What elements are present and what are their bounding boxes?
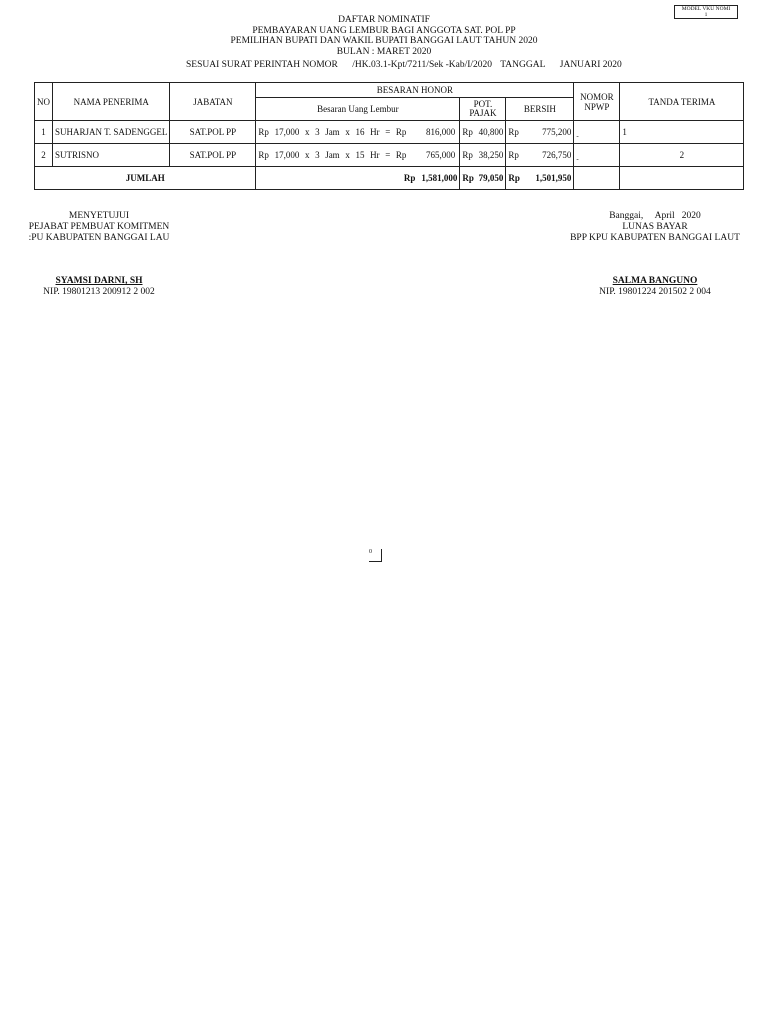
header-line-5-a: SESUAI SURAT PERINTAH NOMOR (186, 60, 338, 70)
pajak-rp: Rp (462, 150, 473, 160)
sig-right-line2: LUNAS BAYAR (622, 222, 688, 232)
calc-day-unit: Hr (370, 127, 380, 137)
calc-unit: Jam (325, 150, 340, 160)
sig-left-name: SYAMSI DARNI, SH (55, 276, 143, 286)
calc-eq: = (385, 150, 391, 160)
row-nama: SUHARJAN T. SADENGGEL (53, 121, 170, 144)
bersih-value: 726,750 (542, 150, 572, 160)
col-besaran-uang-lembur: Besaran Uang Lembur (256, 98, 460, 121)
col-nama-penerima: NAMA PENERIMA (53, 83, 170, 121)
row-no: 1 (35, 121, 53, 144)
total-bersih-value: 1,501,950 (535, 173, 572, 183)
sig-left-nip: NIP. 19801213 200912 2 002 (43, 287, 155, 297)
header-line-5-b: /HK.03.1-Kpt/7211/Sek -Kab/I/2020 (352, 60, 493, 70)
pajak-value: 40,800 (478, 127, 504, 137)
model-box-line2: 1 (704, 12, 708, 18)
total-bersih-rp: Rp (508, 173, 520, 183)
pajak-rp: Rp (462, 127, 473, 137)
page-marker: 0 (369, 549, 382, 562)
row-no: 2 (35, 144, 53, 167)
header-line-3: PEMILIHAN BUPATI DAN WAKIL BUPATI BANGGAI LAUT TAHUN 2020 (230, 36, 538, 46)
col-npwp-line1: NOMOR (580, 91, 614, 102)
row-calc (256, 144, 460, 167)
sig-left-line3: :PU KABUPATEN BANGGAI LAU (28, 233, 170, 243)
document-header (0, 15, 768, 57)
total-pajak (460, 167, 506, 190)
calc-amount: 765,000 (426, 150, 456, 160)
total-pajak-value: 79,050 (478, 173, 504, 183)
sig-left-line2: PEJABAT PEMBUAT KOMITMEN (28, 222, 170, 232)
sig-left-line1: MENYETUJUI (68, 211, 130, 221)
calc-rp: Rp (258, 127, 269, 137)
calc-rate: 17,000 (274, 150, 300, 160)
header-line-2: PEMBAYARAN UANG LEMBUR BAGI ANGGOTA SAT. POL PP (252, 25, 516, 36)
row-calc (256, 121, 460, 144)
calc-qty: 3 (315, 150, 320, 160)
calc-eq: = (385, 127, 391, 137)
calc-x2: x (345, 150, 350, 160)
total-amount-value: 1,581,000 (421, 173, 458, 183)
table-row (35, 121, 744, 144)
sig-right-line1: Banggai, April 2020 (609, 211, 701, 221)
row-nama: SUTRISNO (53, 144, 170, 167)
calc-rp2: Rp (395, 127, 407, 137)
row-bersih (506, 144, 574, 167)
col-jabatan: JABATAN (170, 83, 256, 121)
nominative-table (34, 82, 744, 190)
model-box-line1: MODEL VKU NOMI (681, 6, 731, 12)
calc-rp: Rp (258, 150, 269, 160)
sig-right-line3: BPP KPU KABUPATEN BANGGAI LAUT (570, 233, 740, 243)
npwp-value: - (576, 155, 579, 163)
calc-x1: x (304, 150, 310, 160)
calc-rp2: Rp (395, 150, 407, 160)
header-line-5-c: TANGGAL (500, 60, 546, 70)
col-tanda-terima: TANDA TERIMA (620, 83, 744, 121)
bersih-rp: Rp (508, 127, 519, 137)
col-no: NO (35, 83, 53, 121)
col-pot-pajak-line2: PAJAK (469, 108, 497, 118)
signature-right (560, 211, 750, 298)
header-line-4: BULAN : MARET 2020 (336, 46, 432, 57)
calc-amount: 816,000 (426, 127, 456, 137)
col-besaran-honor: BESARAN HONOR (256, 83, 574, 98)
total-npwp (574, 167, 620, 190)
row-tanda-terima: 1 (620, 121, 744, 144)
header-line-5-d: JANUARI 2020 (559, 60, 622, 70)
row-pajak (460, 121, 506, 144)
bersih-value: 775,200 (542, 127, 572, 137)
total-amount (256, 167, 460, 190)
col-pot-pajak (460, 98, 506, 121)
total-pajak-rp: Rp (462, 173, 474, 183)
total-row (35, 167, 744, 190)
row-bersih (506, 121, 574, 144)
sig-right-name: SALMA BANGUNO (612, 276, 698, 286)
row-jabatan: SAT.POL PP (170, 121, 256, 144)
npwp-value: - (576, 132, 579, 140)
pajak-value: 38,250 (478, 150, 504, 160)
calc-days: 16 (355, 127, 365, 137)
calc-rate: 17,000 (274, 127, 300, 137)
total-label: JUMLAH (35, 167, 256, 190)
row-pajak (460, 144, 506, 167)
calc-day-unit: Hr (370, 150, 380, 160)
calc-qty: 3 (315, 127, 320, 137)
row-npwp (574, 121, 620, 144)
sig-right-nip: NIP. 19801224 201502 2 004 (599, 287, 711, 297)
total-bersih (506, 167, 574, 190)
signature-left (20, 211, 178, 298)
document-title: DAFTAR NOMINATIF (338, 15, 430, 25)
calc-x2: x (345, 127, 350, 137)
row-tanda-terima: 2 (620, 144, 744, 167)
bersih-rp: Rp (508, 150, 519, 160)
total-rp: Rp (403, 173, 416, 183)
total-tanda-terima (620, 167, 744, 190)
row-npwp (574, 144, 620, 167)
calc-days: 15 (355, 150, 365, 160)
row-jabatan: SAT.POL PP (170, 144, 256, 167)
col-npwp-line2: NPWP (584, 101, 610, 112)
col-pot-pajak-line1: POT. (473, 99, 493, 109)
calc-unit: Jam (325, 127, 340, 137)
col-bersih: BERSIH (506, 98, 574, 121)
header-line-5 (186, 60, 628, 70)
table-row (35, 144, 744, 167)
calc-x1: x (304, 127, 310, 137)
col-nomor-npwp (574, 83, 620, 121)
